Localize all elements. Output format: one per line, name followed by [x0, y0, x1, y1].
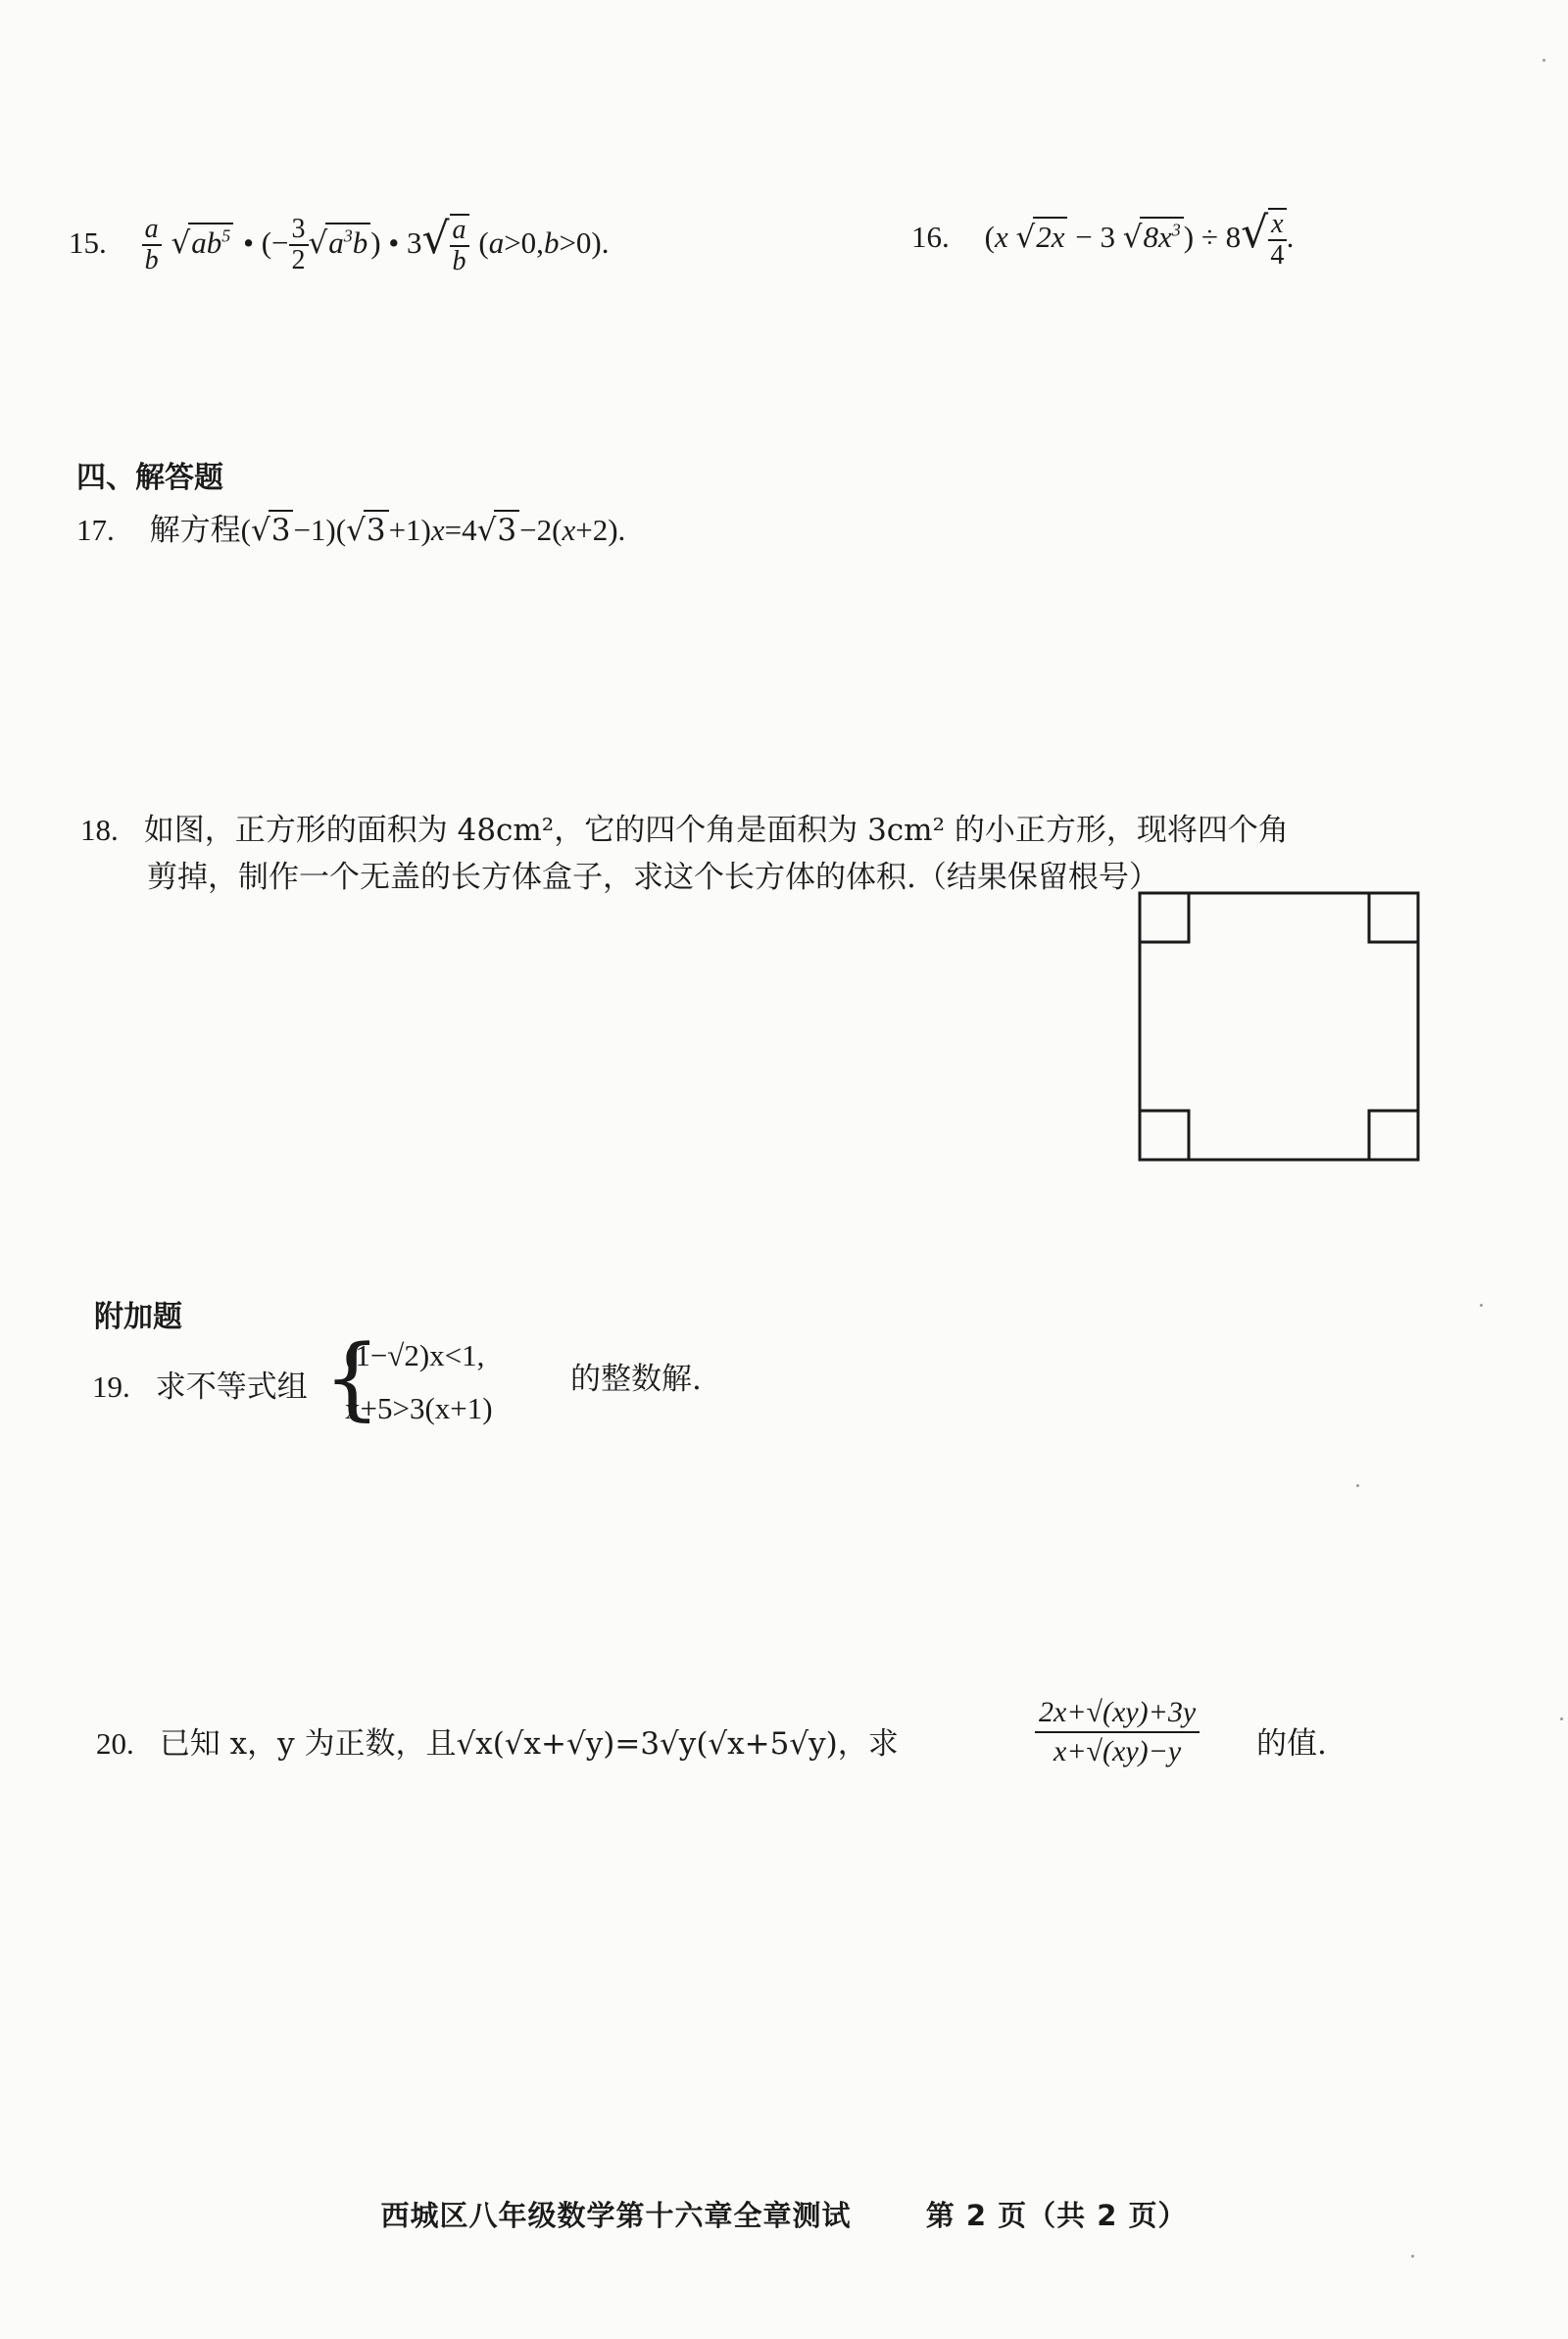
problem-19-tail: 的整数解.: [570, 1362, 702, 1397]
corner-square-top-right: [1369, 893, 1418, 942]
scan-speck: [1543, 59, 1545, 62]
problem-18-line2: [147, 859, 1159, 897]
problem-17-label: 解方程: [149, 513, 241, 548]
corner-square-bottom-left: [1140, 1111, 1189, 1160]
problem-19: [92, 1369, 308, 1407]
section-header-solve: 四、解答题: [76, 461, 223, 495]
problem-16-expression: (x √2x − 3 $√8x^3) \div 8√$ $\frac{x}{4}$ .: [984, 208, 1295, 271]
problem-19-inequality-1: (1−√2)x<1,: [345, 1338, 485, 1372]
inequality-brace: {: [323, 1325, 381, 1430]
problem-20-fraction: [1035, 1696, 1200, 1768]
footer-page-number: 第 2 页（共 2 页）: [925, 2199, 1188, 2232]
problem-20: [96, 1725, 899, 1764]
problem-15-expression: $\frac{a}{b}$ $√ab^5$ • (− $\frac{3}{2}$ $√a^3b$) • 3√ $\frac{a}{b}$ (a>0,b>0).: [142, 225, 610, 261]
problem-20-text: 已知 x，y 为正数，且√x(√x+√y)=3√y(√x+5√y)，求: [159, 1726, 899, 1762]
problem-17-expression: (√3−1)(√3+1)x=4√3−2(x+2).: [241, 513, 626, 548]
fraction-denominator: x+√(xy)−y: [1054, 1735, 1182, 1767]
problem-number: 20.: [96, 1726, 134, 1761]
square-figure: [1137, 890, 1421, 1163]
problem-number: 15.: [69, 225, 107, 260]
scan-speck: [1356, 1484, 1359, 1487]
scan-speck: [1411, 2255, 1414, 2258]
problem-18-text-2: 剪掉，制作一个无盖的长方体盒子，求这个长方体的体积.（结果保留根号）: [147, 860, 1159, 895]
problem-16: [911, 206, 1294, 270]
outer-square: [1140, 893, 1418, 1160]
problem-number: 18.: [80, 813, 119, 847]
problem-15: [69, 212, 610, 275]
page-footer: [0, 2194, 1568, 2234]
problem-number: 16.: [911, 220, 950, 254]
problem-19-inequality-2: x+5>3(x+1): [345, 1391, 493, 1425]
problem-number: 17.: [76, 513, 115, 547]
problem-number: 19.: [92, 1369, 130, 1404]
footer-title: 西城区八年级数学第十六章全章测试: [380, 2199, 852, 2232]
section-header-bonus: 附加题: [94, 1300, 182, 1334]
problem-18-line1: [80, 812, 1289, 850]
corner-square-top-left: [1140, 893, 1189, 942]
scan-speck: [1480, 1304, 1483, 1307]
scan-speck: [1560, 1717, 1563, 1720]
fraction-numerator: 2x+√(xy)+3y: [1035, 1696, 1200, 1733]
problem-17: [76, 510, 625, 550]
problem-18-text-1: 如图，正方形的面积为 48cm²，它的四个角是面积为 3cm² 的小正方形，现将四个角: [143, 813, 1289, 848]
corner-square-bottom-right: [1369, 1111, 1418, 1160]
problem-19-label: 求不等式组: [155, 1369, 308, 1405]
problem-20-tail: 的值.: [1256, 1726, 1327, 1762]
